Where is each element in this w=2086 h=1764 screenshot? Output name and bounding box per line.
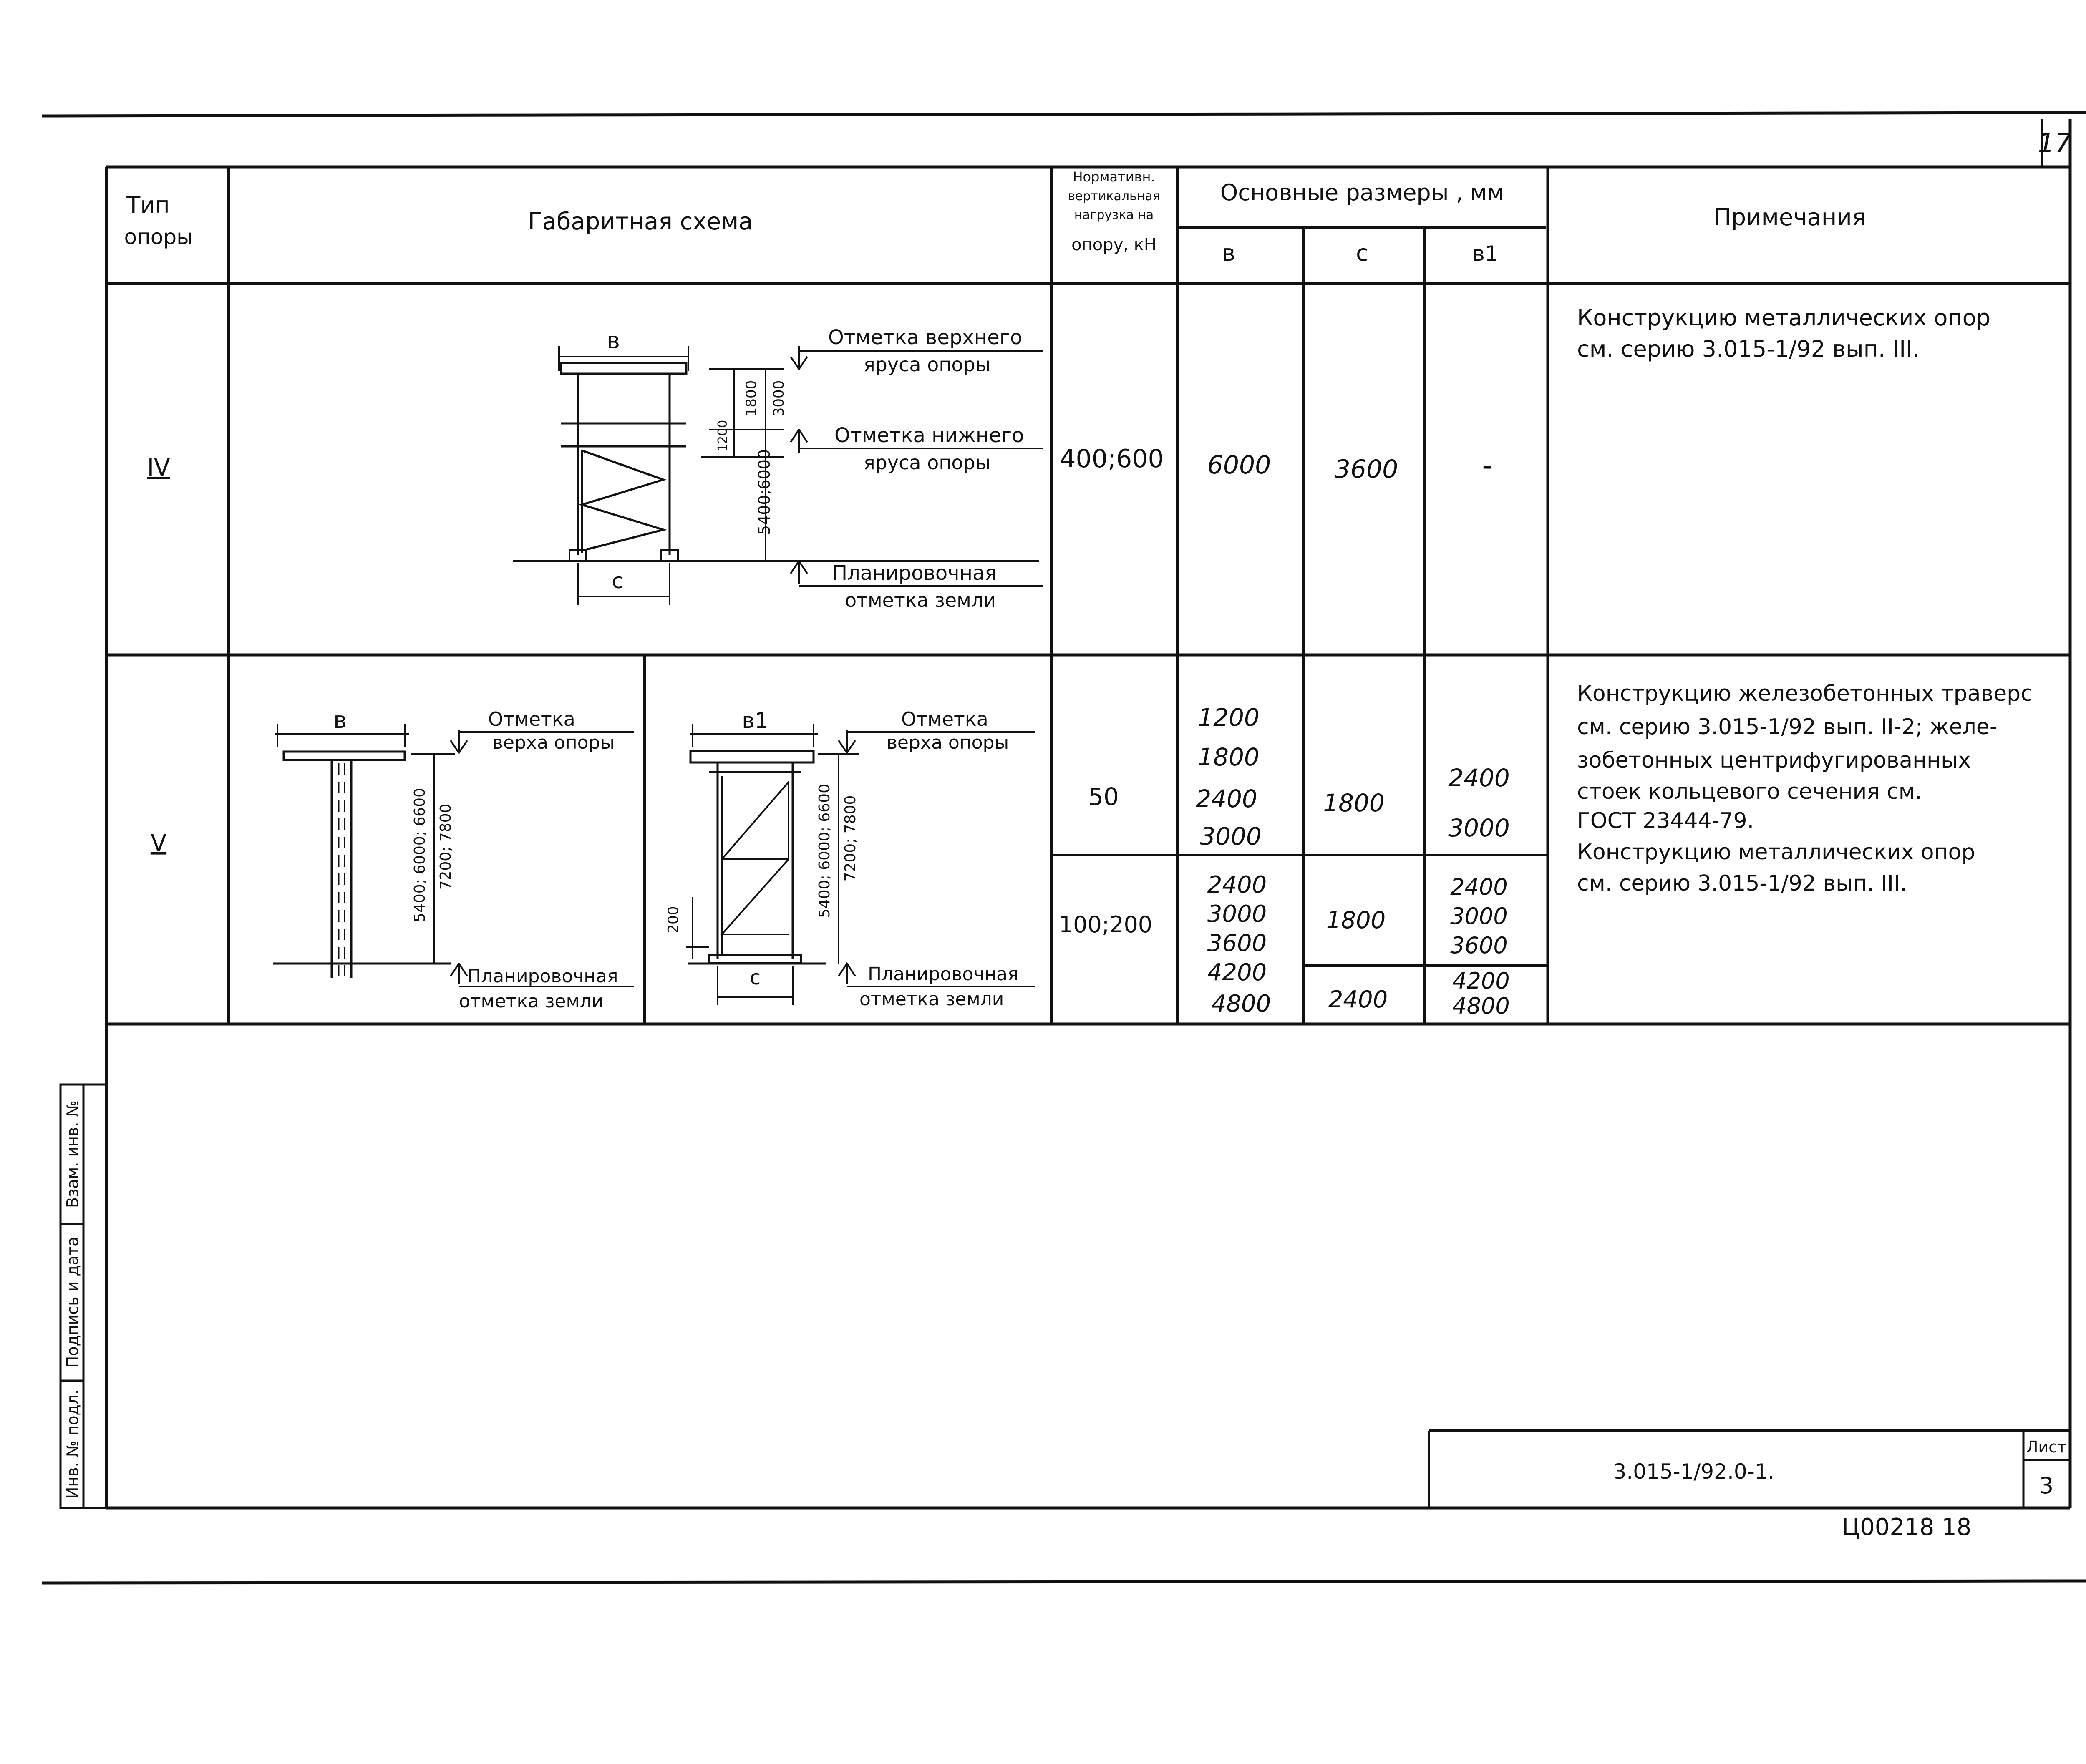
scheme-iv [513, 326, 1043, 611]
scheme-v-right-dim-h2: 7200; 7800 [842, 795, 859, 882]
row-v-b-b-2: 3600 [1207, 930, 1267, 957]
row-v-b-b-4: 4800 [1211, 990, 1271, 1017]
title-block-sheet-label: Лист [2026, 1438, 2067, 1456]
header-scheme: Габаритная схема [528, 208, 753, 235]
header-type-line1: Тип [126, 192, 170, 218]
scheme-v-left-top-mark-line2: верха опоры [492, 732, 615, 753]
scheme-v-right-ground-mark-line1: Планировочная [868, 964, 1019, 985]
scheme-iv-ground-mark-line1: Планировочная [832, 561, 997, 585]
row-v-notes-line2: см. серию 3.015-1/92 вып. II-2; желе- [1577, 715, 1998, 740]
header-col-b: в [1222, 240, 1235, 266]
side-stamp [60, 1085, 106, 1508]
row-v-c-b2: 2400 [1328, 986, 1388, 1013]
row-v-b1-b1-0: 2400 [1450, 874, 1508, 900]
row-v-c-a: 1800 [1323, 789, 1385, 817]
scheme-v-left-label-b: в [333, 707, 347, 733]
scheme-v-left-ground-mark-line1: Планировочная [467, 966, 618, 987]
row-v-b1-b2-1: 4800 [1452, 993, 1510, 1019]
scheme-iv-ground-mark-line2: отметка земли [845, 589, 996, 611]
scheme-v-right-label-b1: в1 [742, 708, 768, 733]
scheme-v-right [665, 708, 1035, 1010]
sheet-corner-number: 17 [2038, 128, 2072, 159]
scheme-v-right-ground-mark-line2: отметка земли [859, 989, 1004, 1010]
title-block-code: 3.015-1/92.0-1. [1613, 1460, 1775, 1484]
row-iv-c: 3600 [1334, 455, 1398, 484]
title-block [1429, 1431, 2070, 1508]
row-v-notes-line1: Конструкцию железобетонных траверс [1577, 681, 2033, 706]
scheme-iv-dim-1200: 1200 [715, 420, 730, 452]
row-v-b-a-2: 2400 [1196, 785, 1257, 813]
scheme-v-right-top-mark-line1: Отметка [901, 708, 988, 730]
row-v-b-a-3: 3000 [1200, 822, 1262, 851]
header-col-c: с [1356, 240, 1368, 266]
row-v-b-b-1: 3000 [1207, 901, 1267, 928]
table-header [124, 169, 1866, 266]
header-load-line4: опору, кН [1071, 235, 1156, 254]
title-block-sheet-number: 3 [2039, 1472, 2054, 1499]
scheme-v-right-dim-200: 200 [665, 906, 682, 934]
row-v-b1-b2-0: 4200 [1452, 968, 1510, 994]
row-v-c-b1: 1800 [1326, 907, 1386, 934]
scheme-iv-dim-1800: 1800 [743, 380, 760, 417]
header-col-b1: в1 [1472, 242, 1498, 266]
row-v-b-a-1: 1800 [1198, 743, 1260, 771]
side-stamp-vzam-inv: Взам. инв. № [63, 1100, 82, 1208]
row-iv-b1: - [1482, 448, 1493, 483]
row-v-type: V [150, 830, 167, 857]
row-v-notes-line3: зобетонных центрифугированных [1577, 748, 1971, 773]
header-dims-title: Основные размеры , мм [1220, 179, 1504, 206]
row-v-b1-a-0: 2400 [1448, 764, 1510, 792]
header-load-line2: вертикальная [1068, 189, 1160, 204]
row-v-b1-b1-2: 3600 [1450, 932, 1508, 959]
archive-number: Ц00218 18 [1842, 1514, 1972, 1541]
scheme-v-right-label-c: с [749, 966, 761, 989]
row-v-notes-line6: Конструкцию металлических опор [1577, 840, 1975, 865]
row-v-load-b: 100;200 [1058, 911, 1153, 938]
row-v-notes-line7: см. серию 3.015-1/92 вып. III. [1577, 871, 1907, 896]
row-iv-type: IV [147, 454, 170, 481]
scheme-v-left-dim-h2: 7200; 7800 [437, 803, 454, 890]
header-load-line3: нагрузка на [1074, 208, 1154, 222]
scheme-iv-upper-mark-line1: Отметка верхнего [828, 326, 1023, 349]
scheme-iv-label-c: с [612, 569, 623, 593]
side-stamp-inv-podl: Инв. № подл. [63, 1389, 82, 1499]
scheme-iv-dim-height: 5400;6000 [755, 449, 773, 536]
scheme-v-left-ground-mark-line2: отметка земли [459, 991, 604, 1012]
scheme-v-right-top-mark-line2: верха опоры [887, 732, 1009, 753]
row-v-b1-a-1: 3000 [1448, 814, 1510, 842]
scheme-v-left [273, 707, 634, 1012]
row-iv-notes-line2: см. серию 3.015-1/92 вып. III. [1577, 336, 1920, 362]
scheme-iv-label-b: в [607, 327, 620, 354]
row-type-iv [147, 304, 1991, 611]
header-load-line1: Нормативн. [1073, 169, 1155, 185]
row-v-b-b-3: 4200 [1207, 959, 1267, 986]
scheme-iv-lower-mark-line1: Отметка нижнего [834, 424, 1024, 447]
row-v-load-a: 50 [1088, 783, 1119, 811]
row-iv-load: 400;600 [1060, 444, 1164, 473]
row-iv-notes-line1: Конструкцию металлических опор [1577, 304, 1991, 331]
row-v-b-b-0: 2400 [1207, 871, 1267, 898]
scheme-iv-lower-mark-line2: яруса опоры [864, 451, 991, 474]
header-type-line2: опоры [124, 225, 193, 249]
scheme-v-left-dim-h1: 5400; 6000; 6600 [411, 788, 428, 922]
row-v-b1-b1-1: 3000 [1450, 903, 1508, 929]
header-notes: Примечания [1713, 204, 1866, 231]
row-type-v [151, 681, 2033, 1019]
scheme-iv-upper-mark-line2: яруса опоры [864, 353, 991, 376]
row-iv-b: 6000 [1207, 450, 1271, 480]
scheme-v-left-top-mark-line1: Отметка [488, 708, 575, 730]
main-table-frame [106, 167, 2070, 1508]
side-stamp-signature-date: Подпись и дата [63, 1236, 82, 1368]
row-v-notes-line5: ГОСТ 23444-79. [1577, 808, 1754, 833]
scheme-iv-dim-3000: 3000 [771, 380, 787, 417]
row-v-notes-line4: стоек кольцевого сечения см. [1577, 779, 1922, 804]
row-v-b-a-0: 1200 [1198, 703, 1260, 732]
scheme-v-right-dim-h1: 5400; 6000; 6600 [816, 784, 833, 918]
